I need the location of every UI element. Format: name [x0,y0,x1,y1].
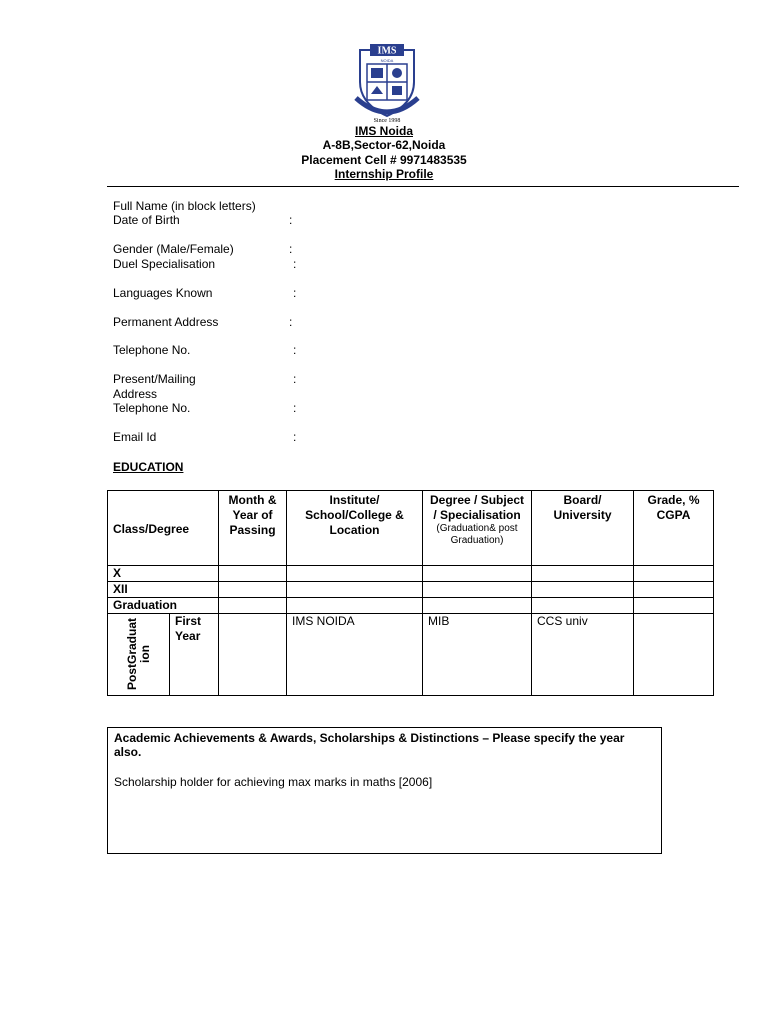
table-cell[interactable] [287,566,423,582]
field-telephone-colon: : [293,343,297,357]
table-cell[interactable] [219,614,287,696]
field-languages-colon: : [293,286,297,300]
field-mailing-address-label: Present/Mailing [113,372,196,386]
row-graduation-label: Graduation [108,598,219,614]
field-mailing-address-label-cont: Address [113,387,158,401]
field-dob-label: Date of Birth [113,213,180,227]
row-xii-label: XII [108,582,219,598]
ims-crest-icon [352,42,422,124]
table-row [108,598,714,614]
col-class-degree: Class/Degree [108,491,219,566]
table-cell[interactable] [634,598,714,614]
table-cell[interactable] [634,582,714,598]
field-dob-colon: : [289,213,293,227]
table-cell[interactable] [532,598,634,614]
achievements-title: Academic Achievements & Awards, Scholarships & Distinctions – Please specify the year also. [114,731,625,759]
table-cell[interactable] [219,598,287,614]
field-permanent-address-label: Permanent Address [113,315,219,329]
ims-logo [352,42,422,124]
col-degree [423,491,532,566]
col-month-year: Month & Year of Passing [219,491,287,566]
field-specialisation-label: Duel Specialisation [113,257,216,271]
table-header-row [108,491,714,566]
cell-institute-value: IMS NOIDA [287,614,423,696]
table-cell[interactable] [532,566,634,582]
table-row [108,614,714,696]
table-cell[interactable] [634,566,714,582]
field-gender-colon: : [289,242,293,256]
svg-text:IMS: IMS [377,45,397,57]
postgraduation-vertical-text: PostGraduat ion [124,617,152,691]
col-degree-note: (Graduation& post Graduation) [436,523,518,546]
row-postgraduation-label [108,614,170,696]
education-table [107,490,714,696]
col-institute: Institute/ School/College & Location [287,491,423,566]
field-telephone-label: Telephone No. [113,343,191,357]
field-languages-label: Languages Known [113,286,213,300]
cell-degree-value: MIB [423,614,532,696]
achievements-box [107,727,662,854]
document-title: Internship Profile [334,167,434,181]
col-grade: Grade, % CGPA [634,491,714,566]
field-email-label: Email Id [113,430,157,444]
table-cell[interactable] [532,582,634,598]
table-cell[interactable] [423,566,532,582]
table-cell[interactable] [634,614,714,696]
svg-text:NOIDA: NOIDA [380,58,394,63]
cell-board-value: CCS univ [532,614,634,696]
table-cell[interactable] [423,598,532,614]
placement-cell: Placement Cell # 9971483535 [301,153,467,167]
table-cell[interactable] [423,582,532,598]
field-telephone-2-label: Telephone No. [113,401,191,415]
table-row [108,566,714,582]
achievements-text: Scholarship holder for achieving max marks in maths [2006] [114,775,433,789]
field-permanent-address-colon: : [289,315,293,329]
row-x-label: X [108,566,219,582]
table-cell[interactable] [287,598,423,614]
field-telephone-2-colon: : [293,401,297,415]
table-cell[interactable] [219,566,287,582]
education-heading: EDUCATION [113,460,184,474]
institute-name: IMS Noida [354,124,413,138]
table-cell[interactable] [219,582,287,598]
table-row [108,582,714,598]
field-gender-label: Gender (Male/Female) [113,242,234,256]
field-mailing-address-colon: : [293,372,297,386]
table-cell[interactable] [287,582,423,598]
col-degree-label: Degree / Subject / Specialisation [430,493,525,522]
row-first-year-label: First Year [170,614,219,696]
header-divider [107,186,739,187]
institute-address: A-8B,Sector-62,Noida [322,138,446,152]
svg-text:Since 1998: Since 1998 [373,118,401,124]
field-specialisation-colon: : [293,257,297,271]
field-email-colon: : [293,430,297,444]
field-full-name-label: Full Name (in block letters) [113,199,256,213]
col-board: Board/ University [532,491,634,566]
